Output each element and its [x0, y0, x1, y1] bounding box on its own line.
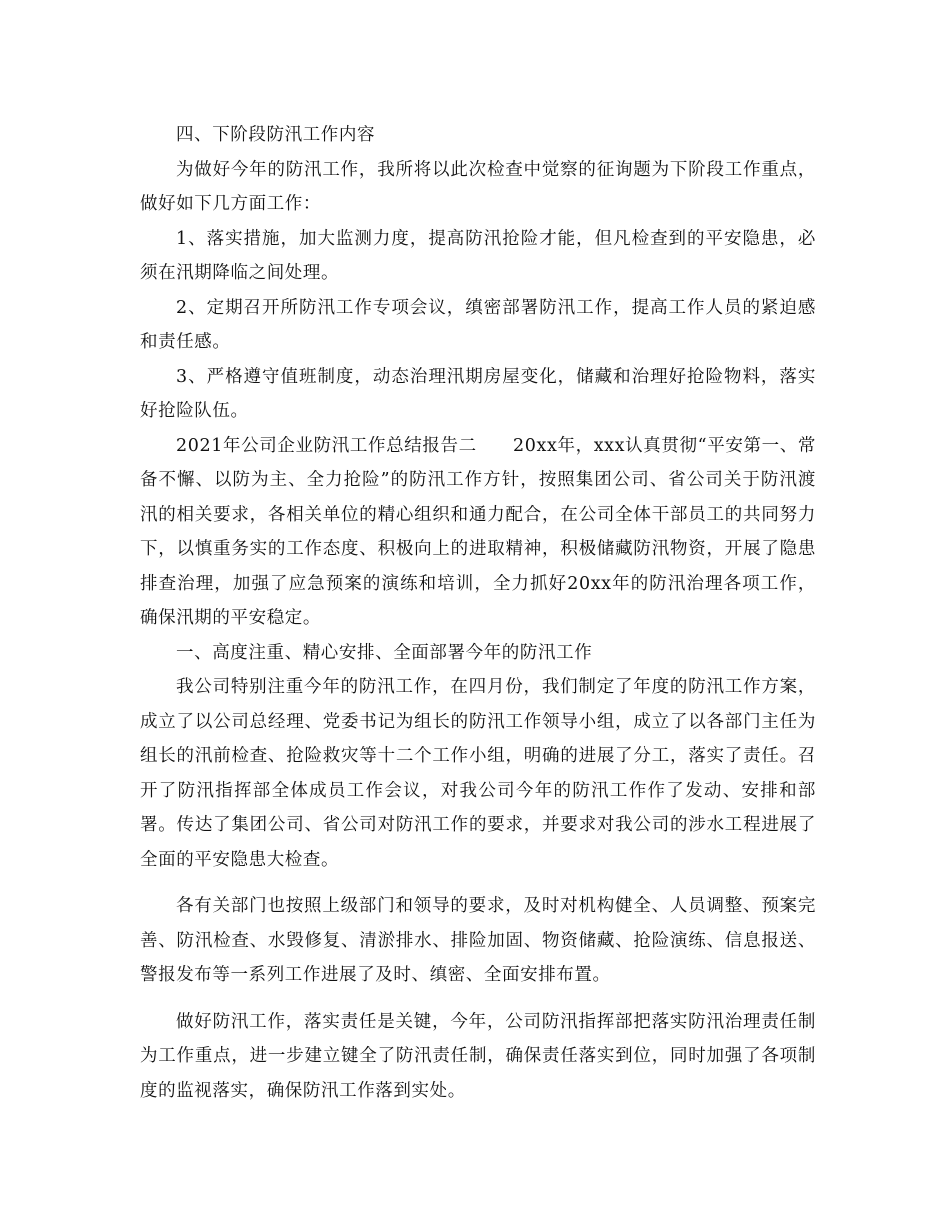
paragraph-report-two: 2021年公司企业防汛工作总结报告二 20xx年，xxx认真贯彻“平安第一、常备不懈、以防为主、全力抢险”的防汛工作方针，按照集团公司、省公司关于防汛渡汛的相关要求，各相关单位的精心组织和通力配合，在公司全体干部员工的共同努力下，以慎重务实的工作态度、积极向上的进取精神，积极储藏防汛物资，开展了隐患排查治理，加强了应急预案的演练和培训，全力抓好20xx年的防汛治理各项工作，确保汛期的平安稳定。	[140, 435, 816, 628]
paragraph-april-plan: 我公司特别注重今年的防汛工作，在四月份，我们制定了年度的防汛工作方案，成立了以公司总经理、党委书记为组长的防汛工作领导小组，成立了以各部门主任为组长的汛前检查、抢险救灾等十二个工作小组，明确的进展了分工，落实了责任。召开了防汛指挥部全体成员工作会议，对我公司今年的防汛工作作了发动、安排和部署。传达了集团公司、省公司对防汛工作的要求，并要求对我公司的涉水工程进展了全面的平安隐患大检查。	[140, 677, 816, 870]
document-body	[140, 118, 816, 1108]
paragraph-intro: 为做好今年的防汛工作，我所将以此次检查中觉察的征询题为下阶段工作重点，做好如下几方面工作：	[140, 159, 816, 214]
paragraph-item-2: 2、定期召开所防汛工作专项会议，缜密部署防汛工作，提高工作人员的紧迫感和责任感。	[140, 297, 816, 352]
paragraph-responsibility: 做好防汛工作，落实责任是关键，今年，公司防汛指挥部把落实防汛治理责任制为工作重点，进一步建立键全了防汛责任制，确保责任落实到位，同时加强了各项制度的监视落实，确保防汛工作落到实处。	[140, 1011, 816, 1101]
paragraph-item-1: 1、落实措施，加大监测力度，提高防汛抢险才能，但凡检查到的平安隐患，必须在汛期降临之间处理。	[140, 228, 816, 283]
paragraph-departments: 各有关部门也按照上级部门和领导的要求，及时对机构健全、人员调整、预案完善、防汛检查、水毁修复、清淤排水、排险加固、物资储藏、抢险演练、信息报送、警报发布等一系列工作进展了及时、缜密、全面安排布置。	[140, 896, 816, 985]
section-heading-attention: 一、高度注重、精心安排、全面部署今年的防汛工作	[176, 642, 593, 663]
paragraph-item-3: 3、严格遵守值班制度，动态治理汛期房屋变化，储藏和治理好抢险物料，落实好抢险队伍。	[140, 366, 816, 421]
section-heading-next-stage: 四、下阶段防汛工作内容	[176, 125, 376, 145]
